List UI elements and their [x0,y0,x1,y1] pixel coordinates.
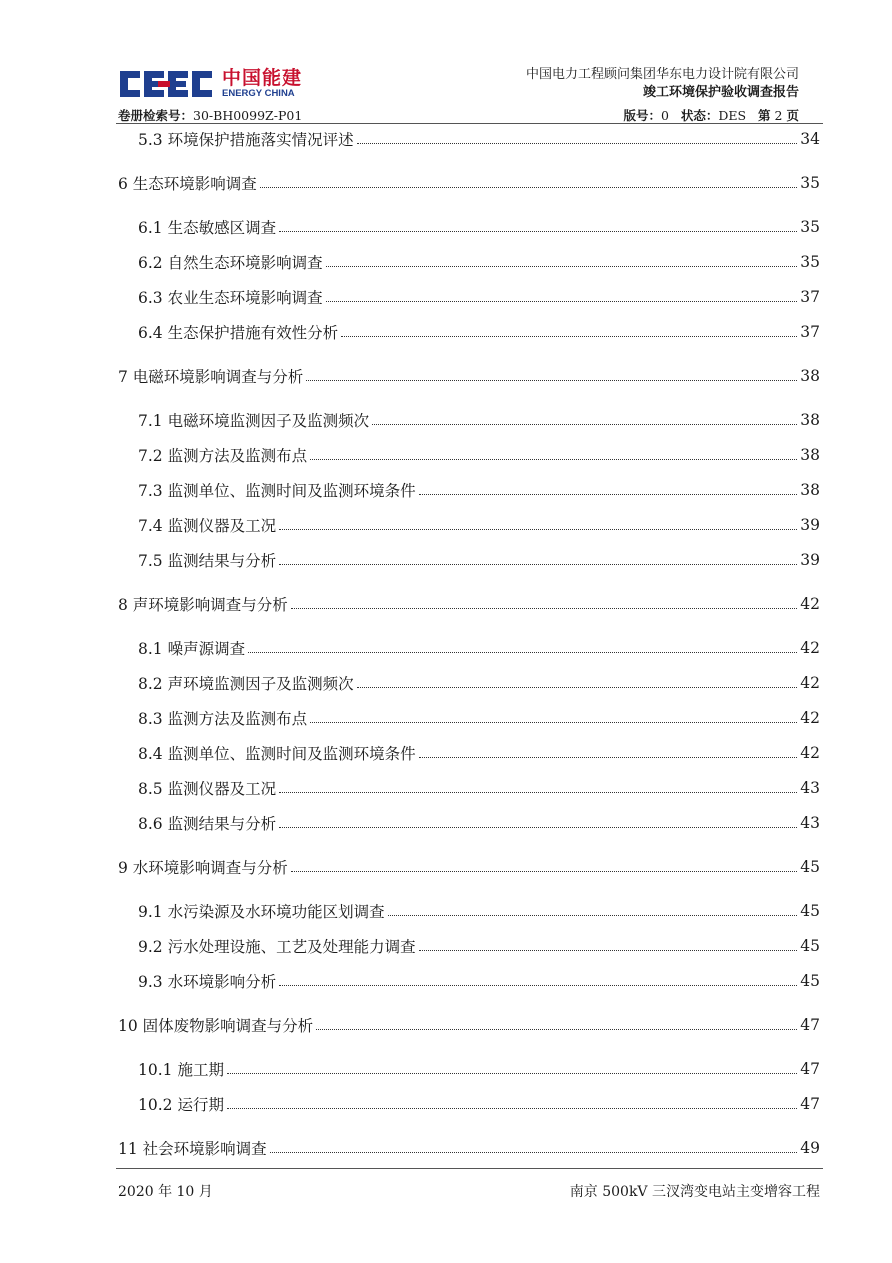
toc-entry-title: 8.2 声环境监测因子及监测频次 [138,672,357,694]
toc-entry-page: 42 [800,709,820,727]
page-label-post: 页 [786,108,799,123]
toc-entry[interactable] [138,127,820,151]
toc-entry-title: 8 声环境影响调查与分析 [118,593,291,615]
toc-entry-title: 8.4 监测单位、监测时间及监测环境条件 [138,742,419,764]
toc-entry-page: 42 [800,674,820,692]
toc-dot-leader [291,871,797,872]
toc-dot-leader [260,187,797,188]
toc-entry-page: 47 [800,1016,820,1034]
toc-entry[interactable] [138,215,820,239]
toc-entry-title: 7.2 监测方法及监测布点 [138,444,310,466]
toc-entry-page: 38 [800,411,820,429]
toc-dot-leader [291,608,797,609]
header-title-block [526,66,799,102]
toc-entry-title: 9.2 污水处理设施、工艺及处理能力调查 [138,935,419,957]
toc-entry-page: 45 [800,902,820,920]
toc-entry[interactable] [138,741,820,765]
toc-entry-page: 43 [800,779,820,797]
toc-entry-title: 9.1 水污染源及水环境功能区划调查 [138,900,388,922]
company-name: 中国电力工程顾问集团华东电力设计院有限公司 [525,67,799,82]
toc-dot-leader [388,915,798,916]
toc-dot-leader [357,687,798,688]
toc-dot-leader [310,459,797,460]
toc-dot-leader [279,985,797,986]
archive-value: 30-BH0099Z-P01 [193,108,303,123]
header-divider [116,123,823,124]
toc-entry[interactable] [138,443,820,467]
toc-dot-leader [306,380,797,381]
toc-entry-title: 7.1 电磁环境监测因子及监测频次 [138,409,372,431]
toc-entry[interactable] [138,1057,820,1081]
toc-entry[interactable] [138,776,820,800]
toc-entry-page: 49 [800,1139,820,1157]
toc-entry-page: 38 [800,367,820,385]
toc-dot-leader [316,1029,797,1030]
toc-entry-page: 47 [800,1060,820,1078]
toc-entry-page: 42 [800,639,820,657]
toc-entry-page: 35 [800,174,820,192]
toc-entry[interactable] [138,285,820,309]
toc-entry-title: 10.2 运行期 [138,1093,227,1115]
logo-english-text: ENERGY CHINA [222,88,295,99]
toc-dot-leader [227,1108,797,1109]
toc-entry[interactable] [118,1013,820,1037]
toc-dot-leader [419,757,798,758]
toc-entry-title: 7.5 监测结果与分析 [138,549,279,571]
toc-dot-leader [326,301,798,302]
page-number: 2 [774,108,783,123]
version-value: 0 [661,108,669,123]
toc-entry-page: 45 [800,972,820,990]
toc-entry[interactable] [138,250,820,274]
toc-entry-title: 6.1 生态敏感区调查 [138,216,279,238]
toc-entry-page: 37 [800,288,820,306]
toc-entry[interactable] [138,899,820,923]
toc-entry[interactable] [138,811,820,835]
toc-entry-title: 6.3 农业生态环境影响调查 [138,286,326,308]
footer-project-name: 南京 500kV 三汊湾变电站主变增容工程 [569,1184,820,1200]
toc-entry-page: 34 [800,130,820,148]
toc-entry-page: 43 [800,814,820,832]
toc-entry[interactable] [118,364,820,388]
status-label: 状态： [680,108,719,123]
toc-entry[interactable] [138,478,820,502]
toc-entry-page: 35 [800,253,820,271]
toc-entry-page: 47 [800,1095,820,1113]
toc-entry-title: 10 固体废物影响调查与分析 [118,1014,316,1036]
toc-dot-leader [227,1073,797,1074]
toc-entry-title: 7.4 监测仪器及工况 [138,514,279,536]
toc-entry-page: 38 [800,481,820,499]
toc-entry-title: 9.3 水环境影响分析 [138,970,279,992]
toc-dot-leader [279,564,797,565]
toc-entry-title: 11 社会环境影响调查 [118,1137,270,1159]
toc-dot-leader [279,827,797,828]
toc-dot-leader [419,494,798,495]
toc-dot-leader [248,652,797,653]
toc-entry[interactable] [138,934,820,958]
toc-entry[interactable] [138,513,820,537]
toc-dot-leader [341,336,797,337]
toc-entry[interactable] [138,408,820,432]
toc-entry-page: 38 [800,446,820,464]
toc-entry[interactable] [138,671,820,695]
logo-chinese-text: 中国能建 [222,67,303,89]
toc-entry[interactable] [118,855,820,879]
toc-entry-title: 10.1 施工期 [138,1058,227,1080]
toc-entry-title: 6.2 自然生态环境影响调查 [138,251,326,273]
page-label-pre: 第 [758,108,771,123]
toc-entry-page: 39 [800,516,820,534]
toc-entry[interactable] [118,592,820,616]
toc-entry-title: 7.3 监测单位、监测时间及监测环境条件 [138,479,419,501]
toc-entry-title: 8.5 监测仪器及工况 [138,777,279,799]
toc-dot-leader [310,722,797,723]
toc-entry[interactable] [138,1092,820,1116]
toc-entry-title: 6 生态环境影响调查 [118,172,260,194]
toc-entry-title: 9 水环境影响调查与分析 [118,856,291,878]
toc-entry-page: 42 [800,744,820,762]
archive-number [118,106,302,124]
toc-entry[interactable] [138,706,820,730]
toc-entry-page: 39 [800,551,820,569]
toc-entry-page: 45 [800,937,820,955]
report-title: 竣工环境保护验收调查报告 [642,85,799,100]
footer-divider [116,1168,823,1169]
toc-entry-title: 8.3 监测方法及监测布点 [138,707,310,729]
footer-date: 2020 年 10 月 [118,1184,213,1200]
toc-entry-title: 6.4 生态保护措施有效性分析 [138,321,341,343]
toc-entry-page: 45 [800,858,820,876]
toc-entry-title: 5.3 环境保护措施落实情况评述 [138,128,357,150]
toc-entry-title: 7 电磁环境影响调查与分析 [118,365,306,387]
toc-entry[interactable] [138,320,820,344]
toc-dot-leader [270,1152,798,1153]
toc-dot-leader [372,424,797,425]
toc-dot-leader [279,231,797,232]
toc-entry[interactable] [118,1136,820,1160]
toc-dot-leader [357,143,798,144]
toc-entry-title: 8.1 噪声源调查 [138,637,248,659]
toc-dot-leader [279,792,797,793]
toc-entry-page: 37 [800,323,820,341]
toc-entry[interactable] [138,969,820,993]
version-status-page [624,106,800,124]
toc-entry-title: 8.6 监测结果与分析 [138,812,279,834]
toc-entry[interactable] [138,636,820,660]
version-label: 版号： [623,108,662,123]
toc-entry-page: 35 [800,218,820,236]
ceec-logo-icon [118,67,216,101]
toc-entry-page: 42 [800,595,820,613]
toc-entry[interactable] [118,171,820,195]
toc-entry[interactable] [138,548,820,572]
toc-dot-leader [419,950,798,951]
status-value: DES [718,108,747,123]
energy-china-logo [118,66,302,102]
toc-dot-leader [279,529,797,530]
archive-label: 卷册检索号： [118,108,194,123]
toc-dot-leader [326,266,798,267]
